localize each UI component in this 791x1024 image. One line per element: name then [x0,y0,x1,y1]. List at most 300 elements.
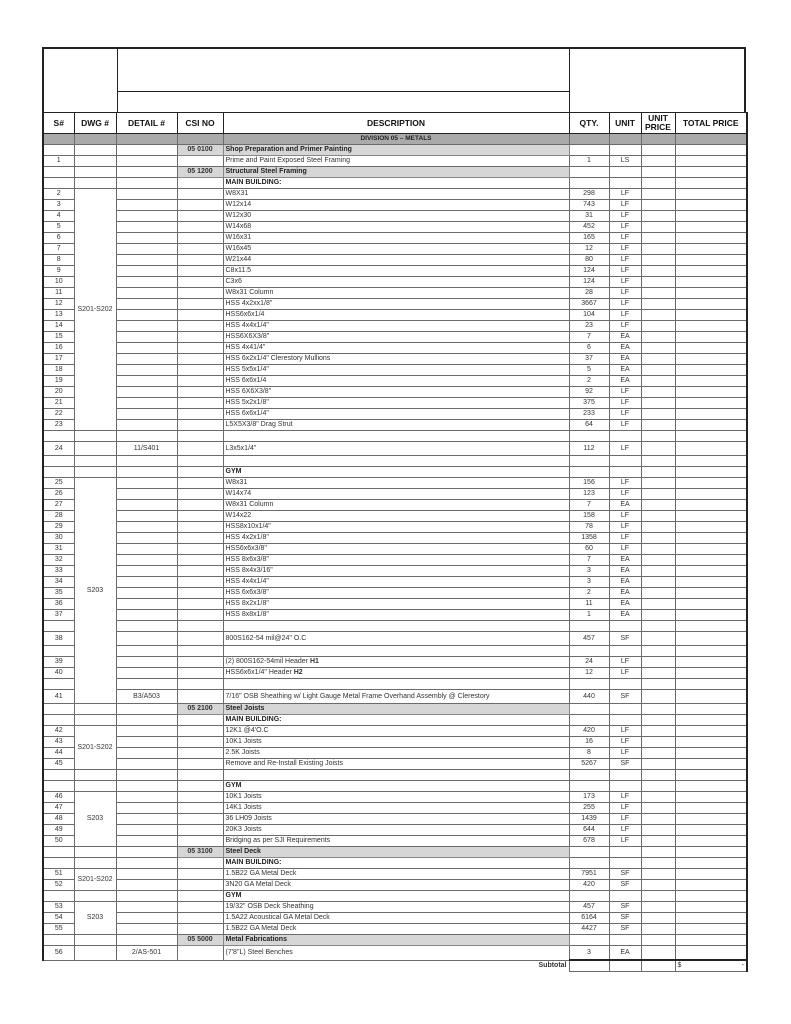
total-price-cell[interactable] [675,869,747,880]
group-label-row [43,467,747,478]
item-description: Remove and Re-Install Existing Joists [223,759,569,770]
total-price-cell[interactable] [675,737,747,748]
item-qty: 24 [569,657,609,668]
section-row [43,847,747,858]
item-description: 3N20 GA Metal Deck [223,880,569,891]
unit-price-cell[interactable] [641,577,675,588]
group-label: GYM [223,891,569,902]
section-title: Steel Joists [223,704,569,715]
total-price-cell[interactable] [675,489,747,500]
item-description: HSS 5x2x1/8" [223,398,569,409]
total-price-cell[interactable] [675,442,747,456]
item-qty: 5267 [569,759,609,770]
item-description: HSS 8x2x1/8" [223,599,569,610]
item-description: W8x31 Column [223,500,569,511]
item-description: L3x5x1/4" [223,442,569,456]
item-description: 1.5B22 GA Metal Deck [223,924,569,935]
table-row: 25 S203 W8x31 156 LF [43,478,747,489]
item-description: HSS 6X6X3/8" [223,387,569,398]
item-unit: EA [609,577,641,588]
item-unit: EA [609,365,641,376]
unit-price-cell[interactable] [641,599,675,610]
item-description: HSS 4x41/4" [223,343,569,354]
unit-price-cell[interactable] [641,442,675,456]
item-unit: LF [609,299,641,310]
total-price-cell[interactable] [675,398,747,409]
item-qty: 173 [569,792,609,803]
unit-price-cell[interactable] [641,836,675,847]
total-price-cell[interactable] [675,632,747,646]
item-unit: SF [609,913,641,924]
unit-price-cell[interactable] [641,632,675,646]
item-unit: LF [609,522,641,533]
item-qty: 7 [569,332,609,343]
item-unit: LF [609,511,641,522]
total-price-cell[interactable] [675,211,747,222]
dwg-number: S203 [74,478,116,704]
total-price-cell[interactable] [675,420,747,431]
item-unit: LF [609,200,641,211]
total-price-cell[interactable] [675,668,747,679]
item-unit: LF [609,668,641,679]
item-description: Bridging as per SJI Requirements [223,836,569,847]
item-description: HSS 8x4x3/16" [223,566,569,577]
item-unit: EA [609,376,641,387]
unit-price-cell[interactable] [641,489,675,500]
total-price-cell[interactable] [675,189,747,200]
section-title: Structural Steel Framing [223,167,569,178]
total-price-cell[interactable] [675,577,747,588]
item-description: W8x31 Column [223,288,569,299]
item-qty: 7951 [569,869,609,880]
col-header-unit-price: UNIT PRICE [641,113,675,134]
unit-price-cell[interactable] [641,869,675,880]
unit-price-cell[interactable] [641,511,675,522]
table-row: 46 S203 10K1 Joists 173 LF [43,792,747,803]
item-unit: LF [609,387,641,398]
group-label-row [43,891,747,902]
item-qty: 457 [569,632,609,646]
section-title: Steel Deck [223,847,569,858]
total-price-cell[interactable] [675,690,747,704]
total-price-cell[interactable] [675,599,747,610]
unit-price-cell[interactable] [641,255,675,266]
header-mark: H2 [293,669,303,676]
total-price-cell[interactable] [675,748,747,759]
total-price-cell[interactable] [675,255,747,266]
total-price-cell[interactable] [675,500,747,511]
group-label-row [43,178,747,189]
unit-price-cell[interactable] [641,211,675,222]
unit-price-cell[interactable] [641,398,675,409]
item-unit: LS [609,156,641,167]
dwg-number: S203 [74,792,116,847]
unit-price-cell[interactable] [641,365,675,376]
item-unit: LF [609,222,641,233]
unit-price-cell[interactable] [641,233,675,244]
item-description: W14x22 [223,511,569,522]
unit-price-cell[interactable] [641,409,675,420]
item-qty: 156 [569,478,609,489]
item-qty: 255 [569,803,609,814]
item-qty: 80 [569,255,609,266]
title-block [42,47,746,112]
total-price-cell[interactable] [675,533,747,544]
item-description: 19/32" OSB Deck Sheathing [223,902,569,913]
table-row: 1 Prime and Paint Exposed Steel Framing 1 LS [43,156,747,167]
item-unit: SF [609,869,641,880]
dwg-number: S201-S202 [74,726,116,770]
total-price-cell[interactable] [675,200,747,211]
total-price-cell[interactable] [675,343,747,354]
item-description: W12x30 [223,211,569,222]
table-row: 11 W8x31 Column 28 LF [43,288,747,299]
total-price-cell[interactable] [675,511,747,522]
unit-price-cell[interactable] [641,343,675,354]
total-price-cell[interactable] [675,277,747,288]
table-row: 37 HSS 8x8x1/8" 1 EA [43,610,747,621]
total-price-cell[interactable] [675,288,747,299]
item-unit: EA [609,566,641,577]
unit-price-cell[interactable] [641,500,675,511]
item-description: Prime and Paint Exposed Steel Framing [223,156,569,167]
item-unit: LF [609,266,641,277]
subtotal-value[interactable] [675,960,747,972]
table-row: 7 W16x45 12 LF [43,244,747,255]
item-unit: EA [609,599,641,610]
item-qty: 644 [569,825,609,836]
total-price-cell[interactable] [675,902,747,913]
group-label: MAIN BUILDING: [223,178,569,189]
unit-price-cell[interactable] [641,748,675,759]
total-price-cell[interactable] [675,156,747,167]
table-row: 28 W14x22 158 LF [43,511,747,522]
item-description: HSS 4x2xx1/8" [223,299,569,310]
item-qty: 7 [569,500,609,511]
total-price-cell[interactable] [675,610,747,621]
unit-price-cell[interactable] [641,266,675,277]
unit-price-cell[interactable] [641,668,675,679]
item-unit: LF [609,189,641,200]
col-header-detail: DETAIL # [116,113,177,134]
item-unit: SF [609,690,641,704]
item-qty: 743 [569,200,609,211]
division-row [43,134,747,145]
item-unit: EA [609,946,641,961]
unit-price-cell[interactable] [641,913,675,924]
item-unit: LF [609,255,641,266]
table-row: 55 1.5B22 GA Metal Deck 4427 SF [43,924,747,935]
item-description: 1.5B22 GA Metal Deck [223,869,569,880]
item-unit: LF [609,277,641,288]
item-description: W12x14 [223,200,569,211]
item-qty: 7 [569,555,609,566]
item-qty: 23 [569,321,609,332]
item-qty: 1 [569,610,609,621]
total-price-cell[interactable] [675,836,747,847]
item-unit: LF [609,533,641,544]
table-row: 56 2/AS-501 (7'8"L) Steel Benches 3 EA [43,946,747,961]
total-price-cell[interactable] [675,544,747,555]
table-row: 10 C3x6 124 LF [43,277,747,288]
table-row: 12 HSS 4x2xx1/8" 3667 LF [43,299,747,310]
item-qty: 64 [569,420,609,431]
unit-price-cell[interactable] [641,244,675,255]
total-price-cell[interactable] [675,657,747,668]
item-unit: LF [609,544,641,555]
item-qty: 11 [569,599,609,610]
total-price-cell[interactable] [675,566,747,577]
table-row: 24 11/S401 L3x5x1/4" 112 LF [43,442,747,456]
item-qty: 3 [569,566,609,577]
total-price-cell[interactable] [675,946,747,961]
csi-number: 05 5000 [177,935,223,946]
item-description: W14x68 [223,222,569,233]
unit-price-cell[interactable] [641,354,675,365]
unit-price-cell[interactable] [641,533,675,544]
item-description: W16x31 [223,233,569,244]
item-qty: 3 [569,577,609,588]
unit-price-cell[interactable] [641,825,675,836]
total-price-cell[interactable] [675,726,747,737]
total-price-cell[interactable] [675,376,747,387]
unit-price-cell[interactable] [641,814,675,825]
unit-price-cell[interactable] [641,726,675,737]
item-unit: LF [609,489,641,500]
item-description: HSS 6x2x1/4" Clerestory Mullions [223,354,569,365]
total-price-cell[interactable] [675,555,747,566]
total-price-cell[interactable] [675,321,747,332]
item-qty: 124 [569,277,609,288]
table-row: 47 14K1 Joists 255 LF [43,803,747,814]
col-header-s: S# [43,113,74,134]
group-label: MAIN BUILDING: [223,715,569,726]
item-description: HSS 4x2x1/8" [223,533,569,544]
item-qty: 2 [569,588,609,599]
item-qty: 123 [569,489,609,500]
unit-price-cell[interactable] [641,310,675,321]
detail-number: 2/AS-501 [116,946,177,961]
unit-price-cell[interactable] [641,156,675,167]
item-qty: 28 [569,288,609,299]
table-row: 40 HSS6x6x1/4" Header H2 12 LF [43,668,747,679]
item-description: (7'8"L) Steel Benches [223,946,569,961]
unit-price-cell[interactable] [641,332,675,343]
item-unit: SF [609,880,641,891]
table-row: 43 10K1 Joists 16 LF [43,737,747,748]
group-label-row [43,858,747,869]
unit-price-cell[interactable] [641,522,675,533]
total-price-cell[interactable] [675,354,747,365]
unit-price-cell[interactable] [641,288,675,299]
unit-price-cell[interactable] [641,478,675,489]
item-unit: LF [609,737,641,748]
unit-price-cell[interactable] [641,321,675,332]
item-unit: EA [609,555,641,566]
table-row: 35 HSS 6x6x3/8" 2 EA [43,588,747,599]
item-qty: 92 [569,387,609,398]
unit-price-cell[interactable] [641,387,675,398]
table-row: 13 HSS6x6x1/4 104 LF [43,310,747,321]
total-price-cell[interactable] [675,387,747,398]
unit-price-cell[interactable] [641,737,675,748]
total-price-cell[interactable] [675,825,747,836]
unit-price-cell[interactable] [641,277,675,288]
total-price-cell[interactable] [675,803,747,814]
unit-price-cell[interactable] [641,200,675,211]
detail-number: B3/A503 [116,690,177,704]
item-description: HSS 6x6x3/8" [223,588,569,599]
table-row: 50 Bridging as per SJI Requirements 678 LF [43,836,747,847]
unit-price-cell[interactable] [641,924,675,935]
item-qty: 233 [569,409,609,420]
csi-number: 05 3100 [177,847,223,858]
item-description: W16x45 [223,244,569,255]
item-unit: EA [609,610,641,621]
item-description: HSS8x10x1/4" [223,522,569,533]
unit-price-cell[interactable] [641,566,675,577]
total-price-cell[interactable] [675,310,747,321]
item-unit: LF [609,657,641,668]
item-description: 36 LH09 Joists [223,814,569,825]
unit-price-cell[interactable] [641,759,675,770]
item-description: HSS 6x6x1/4" [223,409,569,420]
item-description: HSS6x6x1/4 [223,310,569,321]
total-price-cell[interactable] [675,924,747,935]
unit-price-cell[interactable] [641,880,675,891]
item-unit: LF [609,321,641,332]
bid-table [42,112,748,972]
table-row: 42 S201-S202 12K1 @4'O.C 420 LF [43,726,747,737]
total-price-cell[interactable] [675,792,747,803]
total-price-cell[interactable] [675,244,747,255]
total-price-cell[interactable] [675,814,747,825]
table-row: 36 HSS 8x2x1/8" 11 EA [43,599,747,610]
item-description: 10K1 Joists [223,792,569,803]
total-price-cell[interactable] [675,365,747,376]
total-price-cell[interactable] [675,233,747,244]
title-block-center [117,49,570,112]
item-qty: 104 [569,310,609,321]
total-price-cell[interactable] [675,880,747,891]
total-price-cell[interactable] [675,759,747,770]
table-row: 51 S201-S202 1.5B22 GA Metal Deck 7951 SF [43,869,747,880]
total-price-cell[interactable] [675,588,747,599]
bid-sheet [42,47,746,972]
item-unit: LF [609,792,641,803]
blank-row [43,621,747,632]
item-qty: 420 [569,726,609,737]
item-unit: LF [609,442,641,456]
item-qty: 3 [569,946,609,961]
item-unit: SF [609,902,641,913]
item-qty: 31 [569,211,609,222]
item-description: 800S162-54 mil@24" O.C [223,632,569,646]
col-header-csi: CSI NO [177,113,223,134]
total-price-cell[interactable] [675,299,747,310]
unit-price-cell[interactable] [641,420,675,431]
total-price-cell[interactable] [675,409,747,420]
section-title: Metal Fabrications [223,935,569,946]
total-price-cell[interactable] [675,478,747,489]
item-qty: 6164 [569,913,609,924]
unit-price-cell[interactable] [641,946,675,961]
item-unit: LF [609,836,641,847]
col-header-total-price: TOTAL PRICE [675,113,747,134]
table-row: 22 HSS 6x6x1/4" 233 LF [43,409,747,420]
table-row: 31 HSS6x6x3/8" 60 LF [43,544,747,555]
item-description: W21x44 [223,255,569,266]
unit-price-cell[interactable] [641,222,675,233]
item-description: 20K3 Joists [223,825,569,836]
table-row: 54 1.5A22 Acoustical GA Metal Deck 6164 SF [43,913,747,924]
item-description: 1.5A22 Acoustical GA Metal Deck [223,913,569,924]
table-row: 33 HSS 8x4x3/16" 3 EA [43,566,747,577]
table-row: 27 W8x31 Column 7 EA [43,500,747,511]
item-unit: LF [609,398,641,409]
unit-price-cell[interactable] [641,555,675,566]
unit-price-cell[interactable] [641,902,675,913]
item-qty: 12 [569,668,609,679]
table-row: 9 C8x11.5 124 LF [43,266,747,277]
unit-price-cell[interactable] [641,690,675,704]
table-row: 21 HSS 5x2x1/8" 375 LF [43,398,747,409]
item-unit: LF [609,825,641,836]
blank-row [43,456,747,467]
item-description: 7/16" OSB Sheathing w/ Light Gauge Metal Frame Overhand Assembly @ Clerestory [223,690,569,704]
item-description: 14K1 Joists [223,803,569,814]
subtotal-label: Subtotal [538,962,567,969]
item-qty: 1439 [569,814,609,825]
unit-price-cell[interactable] [641,189,675,200]
item-qty: 1358 [569,533,609,544]
table-row: 30 HSS 4x2x1/8" 1358 LF [43,533,747,544]
group-label-row [43,781,747,792]
table-row: 18 HSS 5x5x1/4" 5 EA [43,365,747,376]
header-row [43,113,747,134]
item-description: L5X5X3/8" Drag Strut [223,420,569,431]
item-unit: LF [609,233,641,244]
unit-price-cell[interactable] [641,588,675,599]
total-price-cell[interactable] [675,522,747,533]
total-price-cell[interactable] [675,266,747,277]
total-price-cell[interactable] [675,913,747,924]
unit-price-cell[interactable] [641,299,675,310]
unit-price-cell[interactable] [641,544,675,555]
title-divider [118,91,569,92]
blank-row [43,431,747,442]
unit-price-cell[interactable] [641,376,675,387]
dwg-number: S201-S202 [74,869,116,891]
section-row [43,935,747,946]
item-description: 2.5K Joists [223,748,569,759]
unit-price-cell[interactable] [641,610,675,621]
total-price-cell[interactable] [675,332,747,343]
item-description: C8x11.5 [223,266,569,277]
csi-number: 05 0100 [177,145,223,156]
total-price-cell[interactable] [675,222,747,233]
item-unit: SF [609,759,641,770]
unit-price-cell[interactable] [641,803,675,814]
item-description: (2) 800S162-54mil Header H1 [223,657,569,668]
item-qty: 6 [569,343,609,354]
unit-price-cell[interactable] [641,792,675,803]
item-qty: 440 [569,690,609,704]
section-row [43,167,747,178]
item-unit: LF [609,814,641,825]
item-qty: 124 [569,266,609,277]
unit-price-cell[interactable] [641,657,675,668]
